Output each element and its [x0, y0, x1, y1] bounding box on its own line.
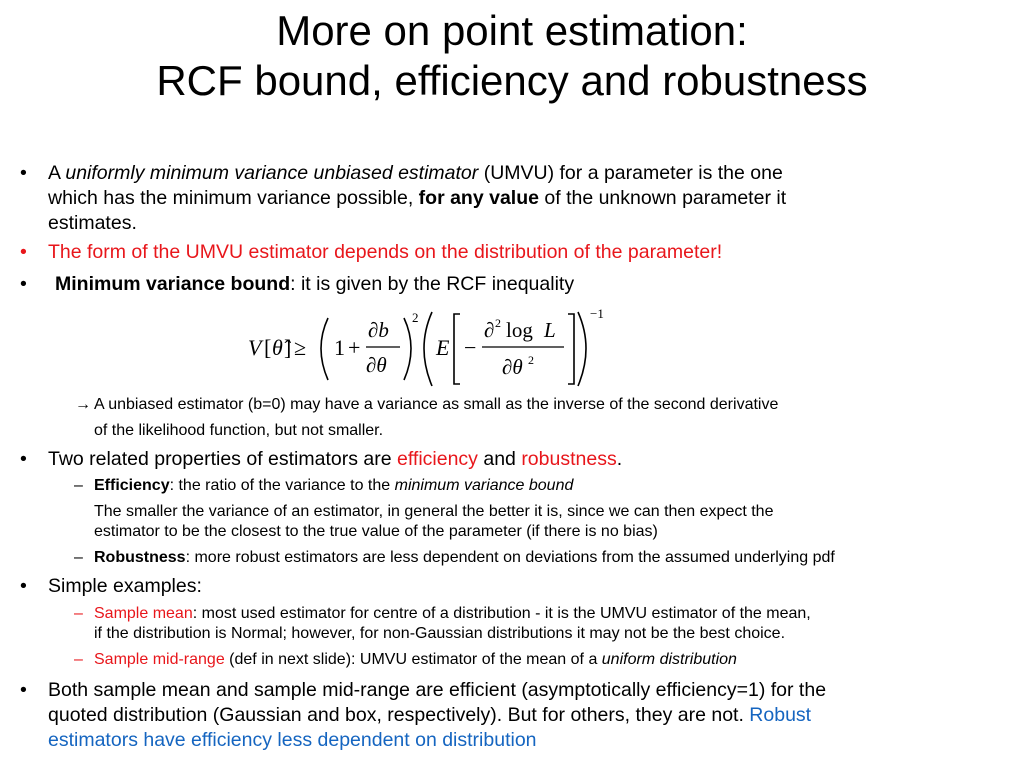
midrange-text: (def in next slide): UMVU estimator of the mean of a: [224, 651, 602, 668]
efficiency-para-1: The smaller the variance of an estimator, in general the better it is, since we can then expect the: [94, 503, 774, 520]
formula-dtheta2: ∂θ: [502, 355, 523, 379]
robustness-rest: : more robust estimators are less dependent on deviations from the assumed underlying pdf: [185, 549, 835, 566]
umvu-line-2: [48, 186, 786, 210]
efficiency-bold: Efficiency: [94, 477, 170, 494]
formula-paren-right-1: [404, 318, 411, 380]
formula-log: log: [506, 318, 533, 342]
bullet-umvu-marker: •: [20, 162, 27, 184]
dash-midrange-marker: –: [74, 651, 83, 668]
both-line-3: estimators have efficiency less dependent on distribution: [48, 729, 537, 751]
bullet-mvb-marker: •: [20, 273, 27, 295]
mvb-rest: : it is given by the RCF inequality: [290, 273, 575, 295]
mean-line-2: if the distribution is Normal; however, for non-Gaussian distributions it may not be the best choice.: [94, 625, 786, 642]
formula-db: ∂b: [368, 318, 389, 342]
umvu-text-d: of the unknown parameter it: [538, 187, 787, 209]
mean-text: : most used estimator for centre of a distribution - it is the UMVU estimator of the mean,: [192, 605, 811, 622]
midrange-line: [94, 650, 737, 670]
umvu-term: uniformly minimum variance unbiased estimator: [65, 162, 479, 184]
related-robustness: robustness: [521, 448, 617, 470]
formula-V: V: [248, 335, 262, 360]
formula-dtheta: ∂θ: [366, 353, 387, 377]
formula-E: E: [436, 335, 450, 360]
related-text: Two related properties of estimators are: [48, 448, 397, 470]
title-line-2: RCF bound, efficiency and robustness: [156, 57, 868, 104]
formula-L: L: [544, 318, 556, 342]
formula-plus: +: [348, 335, 361, 360]
umvu-text-c: which has the minimum variance possible,: [48, 187, 419, 209]
formula-bracket-left: [454, 314, 460, 384]
related-end: .: [616, 448, 623, 470]
dash-efficiency-marker: –: [74, 477, 83, 494]
efficiency-para-2: estimator to be the closest to the true value of the parameter (if there is no bias): [94, 523, 658, 540]
related-and: and: [477, 448, 522, 470]
mean-red: Sample mean: [94, 605, 193, 622]
simple-examples: Simple examples:: [48, 575, 202, 597]
both-line-1: Both sample mean and sample mid-range are efficient (asymptotically efficiency=1) for the: [48, 679, 827, 701]
formula-bracket-right: [568, 314, 574, 384]
both-line-2: [48, 703, 811, 727]
rcf-inequality-formula: [240, 306, 620, 392]
bullet-form-marker: •: [20, 241, 27, 263]
both-blue: Robust: [749, 704, 812, 726]
formula-theta-hat: θ̂: [272, 335, 283, 360]
note-line-2: of the likelihood function, but not smaller.: [94, 422, 384, 439]
title-line-1: More on point estimation:: [276, 7, 748, 54]
formula-d2: ∂: [484, 318, 495, 342]
midrange-ital: uniform distribution: [601, 651, 737, 668]
efficiency-ital: minimum variance bound: [394, 477, 574, 494]
midrange-red: Sample mid-range: [94, 651, 225, 668]
arrow-icon: →: [75, 396, 91, 413]
mvb-line: [55, 272, 574, 296]
formula-dtheta2-exp: 2: [528, 353, 534, 367]
formula-minus: −: [464, 335, 477, 360]
umvu-text-b: (UMVU) for a parameter is the one: [478, 162, 783, 184]
formula-paren-right-2: [578, 312, 586, 386]
slide-title: [0, 6, 1024, 106]
robustness-line: [94, 548, 835, 568]
bullet-both-marker: •: [20, 679, 27, 701]
formula-d2-exp: 2: [495, 316, 501, 330]
related-line: [48, 447, 622, 471]
formula-one: 1: [334, 335, 345, 360]
note-line-1: A unbiased estimator (b=0) may have a variance as small as the inverse of the second derivative: [94, 396, 779, 413]
formula-inverse: −1: [590, 306, 604, 321]
related-efficiency: efficiency: [397, 448, 478, 470]
formula-paren-left-1: [321, 318, 328, 380]
dash-mean-marker: –: [74, 605, 83, 622]
formula-lbracket: [: [264, 335, 272, 360]
efficiency-line: [94, 476, 573, 496]
mvb-bold: Minimum variance bound: [55, 273, 291, 295]
efficiency-text: : the ratio of the variance to the: [169, 477, 395, 494]
robustness-bold: Robustness: [94, 549, 186, 566]
umvu-line-1: [48, 161, 783, 185]
formula-geq: ≥: [294, 335, 307, 360]
formula-rbracket: ]: [284, 335, 292, 360]
bullet-simple-marker: •: [20, 575, 27, 597]
dash-robustness-marker: –: [74, 549, 83, 566]
formula-paren-left-2: [424, 312, 432, 386]
formula-square: 2: [412, 310, 419, 325]
mean-line-1: [94, 604, 811, 624]
umvu-line-3: estimates.: [48, 212, 137, 234]
umvu-bold: for any value: [418, 187, 539, 209]
both-text: quoted distribution (Gaussian and box, respectively). But for others, they are not.: [48, 704, 750, 726]
bullet-related-marker: •: [20, 448, 27, 470]
umvu-text-a: A: [48, 162, 66, 184]
form-statement: The form of the UMVU estimator depends on the distribution of the parameter!: [48, 241, 723, 263]
